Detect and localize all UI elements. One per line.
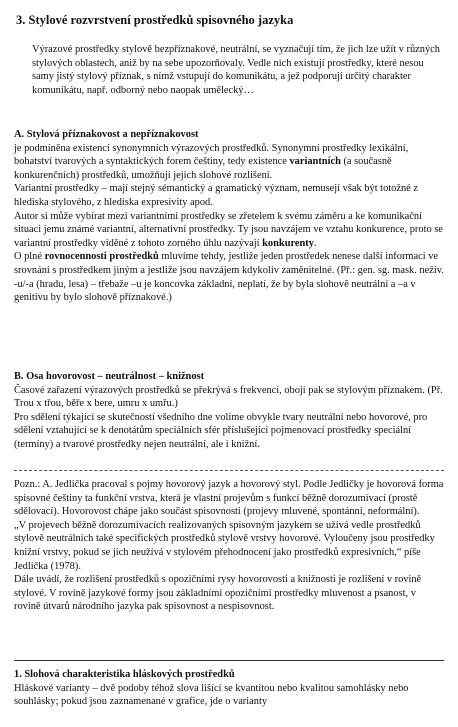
bold-term: konkurenty [262, 237, 314, 249]
text-run: mluvíme tehdy, jestliže jeden prostředek nenese další informaci ve srovnání s prostředkem jiným a jestliže jsou navzájem kdykoliv zaměnitelné. (Př.: gen. sg. mask. neživ. -u/-a (hradu, lesa) – třebaže –u je koncovka základní, neplatí, že by byla slohově neutrální a –a v genitivu by bylo slohově příznakové.) [14, 251, 444, 304]
section-1 [14, 668, 444, 709]
text-run: Autor si může vybírat mezi variantními prostředky se zřetelem k svému záměru a ke komunikační situaci jemu známé variantní, alternativní prostředky. Ty jsou navzájem ve vztahu konkurence, proto se variantní prostředky viděné z tohoto zorného úhlu nazývají [14, 210, 443, 249]
section-a-title: A. Stylová příznakovost a nepříznakovost [14, 129, 199, 140]
section-a-paragraph-4 [14, 250, 444, 304]
intro-paragraph: Výrazové prostředky stylově bezpříznakové, neutrální, se vyznačují tím, že jich lze užít v různých stylových oblastech, aniž by na sebe upozorňovaly. Vedle nich existují prostředky, které nesou samy jistý stylový příznak, s nímž vstupují do komunikátu, a jež podporují určitý charakter komunikátu, např. odborný nebo naopak umělecký… [32, 44, 440, 96]
note-paragraph-3: Dále uvádí, že rozlišení prostředků s opozičními rysy hovorovosti a knižnosti je rozlišení v rovině stylové. V rovině jazykové formy jsou základními opozičními prostředky mluvenost a psanost, v rovině útvarů národního jazyka pak spisovnost a nespisovnost. [14, 574, 422, 613]
section-b [14, 370, 444, 452]
bold-term: variantních [289, 156, 341, 168]
section-a-paragraph-1 [14, 142, 444, 183]
section-a-paragraph-2: Variantní prostředky – mají stejný sémantický a gramatický význam, nemusejí však být totožné z hlediska stylového, z hlediska expresivity apod. [14, 183, 418, 208]
section-divider [14, 660, 444, 661]
section-b-paragraph-2: Pro sdělení týkající se skutečností všedního dne volíme obvykle tvary neutrální nebo hovorové, pro sdělení vztahující se k denotátům speciálních sfér příslušející pojmenovací prostředky speciální (termíny) a tvarové prostředky nejen neutrální, ale i knižní. [14, 411, 428, 450]
section-a-paragraph-3 [14, 210, 444, 251]
page-heading: 3. Stylové rozvrstvení prostředků spisovného jazyka [16, 13, 294, 27]
note-paragraph-2: „V projevech běžně dorozumívacích realizovaných spisovným jazykem se užívá vedle prostředků stylově neutrálních také specifických prostředků stylově vrstvy hovorové. Vyloučeny jsou prostředky knižní vrstvy, pokud se jich neužívá v stylovém přehodnocení jako prostředků expresivních,“ píše Jedlička (1978). [14, 519, 435, 572]
text-run: (a současně konkurenčních) prostředků, umožňují jejich slohové rozlišení. [14, 156, 392, 181]
text-run: . [313, 237, 317, 249]
section-b-paragraph-1: Časové zařazení výrazových prostředků se překrývá s frekvencí, obojí pak se stylovým příznakem. (Př. Trou x třou, běře x bere, umru x umřu.) [14, 384, 443, 410]
note-paragraph-1: Pozn.: A. Jedlička pracoval s pojmy hovorový jazyk a hovorový styl. Podle Jedličky je hovorová forma spisovné češtiny ta funkční vrstva, která je vlastní projevům s funkcí běžně dorozumívací (prostě sdělovací). Hovorovost chápe jako součást spisovnosti (projevy mluvené, spontánní, neformální). [14, 479, 444, 518]
note-divider [14, 470, 444, 471]
section-b-title: B. Osa hovorovost – neutrálnost – knižnost [14, 371, 205, 382]
note-block [14, 478, 444, 614]
text-run: O plné [14, 251, 45, 263]
text-run: je podmíněna existencí synonymních výrazových prostředků. Synonymní prostředky lexikální, bohatství tvarových a syntaktických forem češtiny, tedy existence [14, 142, 409, 168]
section-1-title: 1. Slohová charakteristika hláskových prostředků [14, 669, 235, 680]
section-a [14, 128, 444, 305]
bold-term: rovnocennosti prostředků [44, 251, 159, 263]
section-1-paragraph-1: Hláskové varianty – dvě podoby téhož slova lišící se kvantitou nebo kvalitou samohlásky nebo souhlásky; pokud jsou zaznamenané v grafice, jde o varianty [14, 682, 409, 708]
